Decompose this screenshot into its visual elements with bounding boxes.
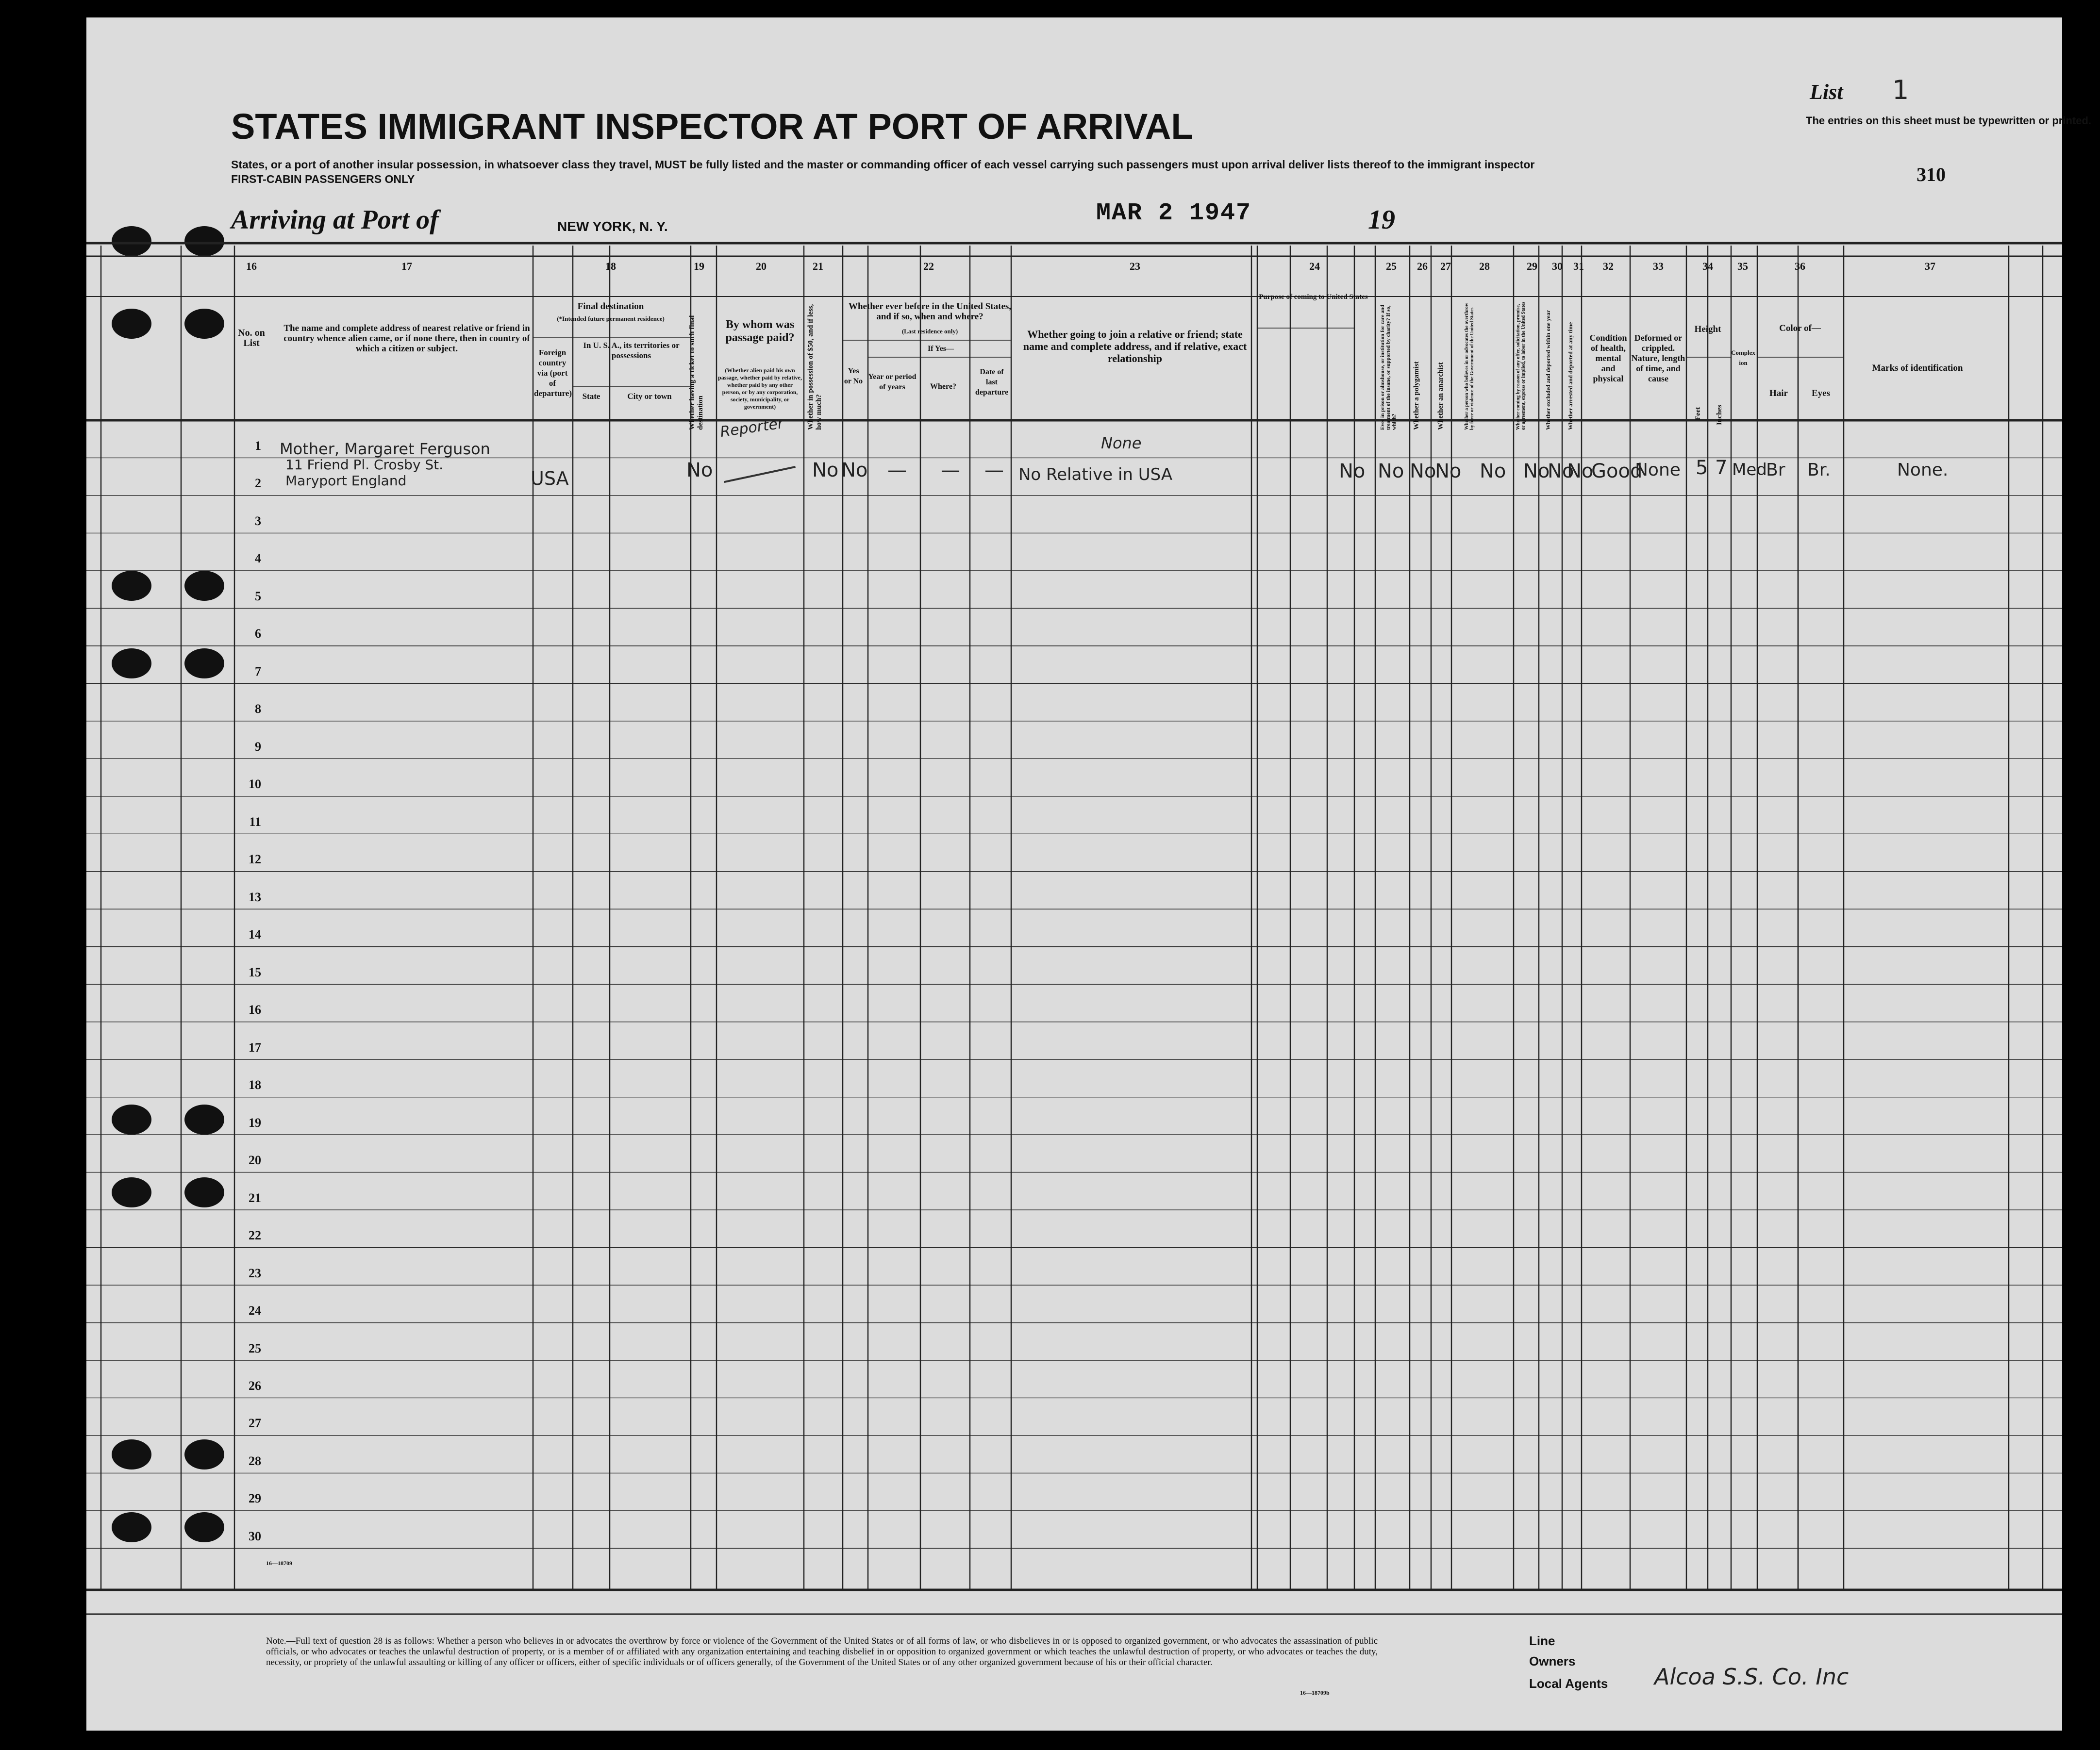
header-no-on-list: No. on List [238,328,265,348]
row-number: 20 [249,1153,261,1168]
row-number: 25 [249,1341,261,1355]
deformed-value: None [1635,460,1681,480]
row-number: 30 [249,1529,261,1543]
header-purpose: Purpose of coming to United States [1259,293,1368,301]
column-number-35: 35 [1737,260,1748,272]
header-feet: Feet [1694,407,1702,420]
prison-value: No [1378,460,1404,482]
header-marks: Marks of identification [1872,363,1963,373]
header-final-destination-note: (*Intended future permanent residence) [557,315,665,322]
form-subtitle: States, or a port of another insular possession, in whatsoever class they travel, MUST be fully listed and the master or commanding officer of each vessel carrying such passengers must upon arrival deliver lists thereof to the immigrant inspector [231,158,1535,171]
header-inches: Inches [1716,405,1723,425]
manifest-sheet [86,17,2091,1731]
ticket-value: No [686,459,713,481]
row-number: 24 [249,1304,261,1318]
row-number: 18 [249,1078,261,1092]
entries-note: The entries on this sheet must be typewritten or printed. [1806,115,2091,127]
hair-value: Br [1766,460,1785,480]
passenger-class: FIRST-CABIN PASSENGERS ONLY [231,173,415,185]
header-passage-paid-note: (Whether alien paid his own passage, whether paid by relative, whether paid by any other person, or by any corporation, society, municipality, or government) [718,367,802,410]
purpose-value: No [1339,460,1366,482]
header-excluded: Whether excluded and deported within one year [1545,310,1551,430]
row-number: 5 [255,589,261,603]
column-number-36: 36 [1795,260,1805,272]
row-number: 13 [249,890,261,904]
header-year-period: Year or period of years [868,373,917,391]
row-number: 8 [255,702,261,716]
excluded-value: No [1548,460,1574,482]
polygamist-value: No [1410,460,1436,482]
marks-value: None. [1897,460,1949,480]
row-number: 3 [255,513,261,528]
owners-label: Owners [1529,1654,1576,1668]
header-arrested: Whether arrested and deported at any time [1567,322,1574,430]
arriving-label: Arriving at Port of [231,205,439,235]
column-number-18: 18 [605,260,616,272]
header-hair: Hair [1769,388,1788,398]
local-agents-value: Alcoa S.S. Co. Inc [1654,1664,1849,1690]
join-relative-top: None [1101,434,1142,452]
header-last-residence-note: (Last residence only) [901,328,958,335]
column-number-37: 37 [1925,260,1935,272]
question-28-note: Note.—Full text of question 28 is as follows: Whether a person who believes in or advocates the overthrow by force or violence of the Government of the United States or of all forms of law, or who disbelieves in or is opposed to organized government, or who advocates the assassination of public officials, or who advocates or teaches the unlawful destruction of property, or is a member of or affiliated with any organization entertaining and teaching disbelief in or opposition to organized government or which teaches the unlawful destruction of property, or who advocates or teaches the duty, necessity, or propriety of the unlawful assaulting or killing of any officer or officers, either of specific individuals or of officers generally, of the Government of the United States or of any other organized government because of his or their official character. [266,1636,1378,1667]
eyes-value: Br. [1807,460,1831,480]
join-relative-value: No Relative in USA [1018,465,1173,484]
arrival-date: MAR 2 1947 [1096,199,1252,227]
row-number: 11 [249,814,261,829]
row-number: 2 [255,476,261,491]
passage-paid-value: Reporter [719,415,785,441]
header-polygamist: Whether a polygamist [1413,361,1420,430]
column-number-19: 19 [694,260,704,272]
list-number: 1 [1892,75,1909,105]
header-complexion: Complexion [1731,349,1755,366]
header-where: Where? [930,382,956,391]
header-in-usa: In U. S. A., its territories or possessions [583,341,680,360]
header-if-yes: If Yes— [927,345,954,353]
row-number: 19 [249,1115,261,1130]
row-number: 4 [255,551,261,566]
list-label: List [1810,80,1843,104]
header-passage-paid: By whom was passage paid? [725,318,795,344]
where-value: — [941,459,960,481]
column-number-32: 32 [1603,260,1614,272]
column-number-28: 28 [1479,260,1490,272]
row-number: 16 [249,1003,261,1017]
header-anarchist: Whether an anarchist [1437,362,1445,430]
column-number-24: 24 [1309,260,1320,272]
column-number-21: 21 [813,260,823,272]
row-number: 27 [249,1416,261,1431]
column-number-25: 25 [1386,260,1397,272]
header-deformed: Deformed or crippled. Nature, length of time, and cause [1631,333,1685,383]
header-final-destination: Final destination [577,301,644,312]
foreign-country-value: USA [531,468,569,489]
before-in-us-value: No [841,459,868,481]
header-labor-offer: Whether coming by reason of any offer, solicitation, promise, or agreement, express or implied, to labor in the United States [1516,301,1526,430]
arrested-value: No [1567,460,1594,482]
row-number: 26 [249,1379,261,1393]
relative-city: Maryport England [285,473,407,489]
form-grid [86,17,2062,1731]
header-height: Height [1694,324,1721,334]
header-ticket: Whether having a ticket to such final destination [688,315,704,430]
row-number: 22 [249,1228,261,1243]
column-number-20: 20 [756,260,767,272]
header-fifty-dollars: Whether in possession of $50, and if less, how much? [807,304,823,430]
overthrow-value: No [1480,460,1506,482]
relative-street: 11 Friend Pl. Crosby St. [285,457,444,473]
header-eyes: Eyes [1812,388,1830,398]
column-number-34: 34 [1702,260,1713,272]
row-number: 10 [249,777,261,792]
port-name: NEW YORK, N. Y. [557,219,668,234]
complexion-value: Med [1732,460,1767,479]
form-code-left: 16—18709 [266,1560,292,1567]
column-number-22: 22 [923,260,934,272]
header-before-in-us: Whether ever before in the United States, and if so, when and where? [848,301,1012,322]
row-number: 28 [249,1453,261,1468]
year-value: — [887,459,907,481]
form-code-right: 16—18709b [1300,1689,1330,1696]
local-agents-label: Local Agents [1529,1676,1608,1691]
line-label: Line [1529,1634,1555,1648]
last-departure-value: — [984,459,1004,481]
money-value: No [812,459,839,481]
header-join-relative: Whether going to join a relative or friend; state name and complete address, and if relative, exact relationship [1023,328,1247,364]
header-color: Color of— [1779,323,1821,333]
row-number: 15 [249,965,261,979]
column-number-29: 29 [1527,260,1537,272]
header-yes-no: Yes or No [844,367,863,385]
header-state: State [582,392,600,401]
header-health: Condition of health, mental and physical [1589,333,1627,383]
column-number-17: 17 [401,260,412,272]
header-overthrow: Whether a person who believes in or advocates the overthrow by force or violence of the Government of the United States [1464,303,1475,430]
header-city: City or town [627,392,672,401]
sheet-number: 310 [1917,164,1946,185]
header-nearest-relative: The name and complete address of nearest relative or friend in country whence alien came, or if none there, then in country of which a citizen or subject. [283,323,530,354]
row-number: 21 [249,1190,261,1205]
year-prefix: 19 [1368,205,1395,235]
row-number: 17 [249,1040,261,1055]
form-title: STATES IMMIGRANT INSPECTOR AT PORT OF ARRIVAL [231,106,1193,147]
column-number-27: 27 [1440,260,1451,272]
column-number-33: 33 [1653,260,1664,272]
row-number: 9 [255,739,261,754]
health-value: Good [1591,460,1643,482]
column-number-16: 16 [246,260,257,272]
header-prison: Ever in prison or almshouse, or institution for care and treatment of the insane, or supported by charity? If so, which? [1380,304,1397,430]
row-number: 7 [255,664,261,678]
anarchist-value: No [1435,460,1462,482]
header-foreign-country: Foreign country via (port of departure) [534,348,572,398]
row-number: 14 [249,927,261,942]
row-number: 6 [255,627,261,641]
labor-offer-value: No [1523,460,1550,482]
row-number: 12 [249,852,261,867]
column-number-23: 23 [1130,260,1140,272]
height-feet-value: 5 [1696,457,1708,479]
row-number: 29 [249,1491,261,1506]
relative-name: Mother, Margaret Ferguson [280,440,490,458]
column-number-30: 30 [1552,260,1563,272]
row-number: 1 [255,439,261,453]
column-number-26: 26 [1417,260,1428,272]
column-number-31: 31 [1573,260,1584,272]
row-number: 23 [249,1266,261,1280]
header-last-departure: Date of last departure [975,368,1009,396]
height-inches-value: 7 [1715,457,1728,479]
